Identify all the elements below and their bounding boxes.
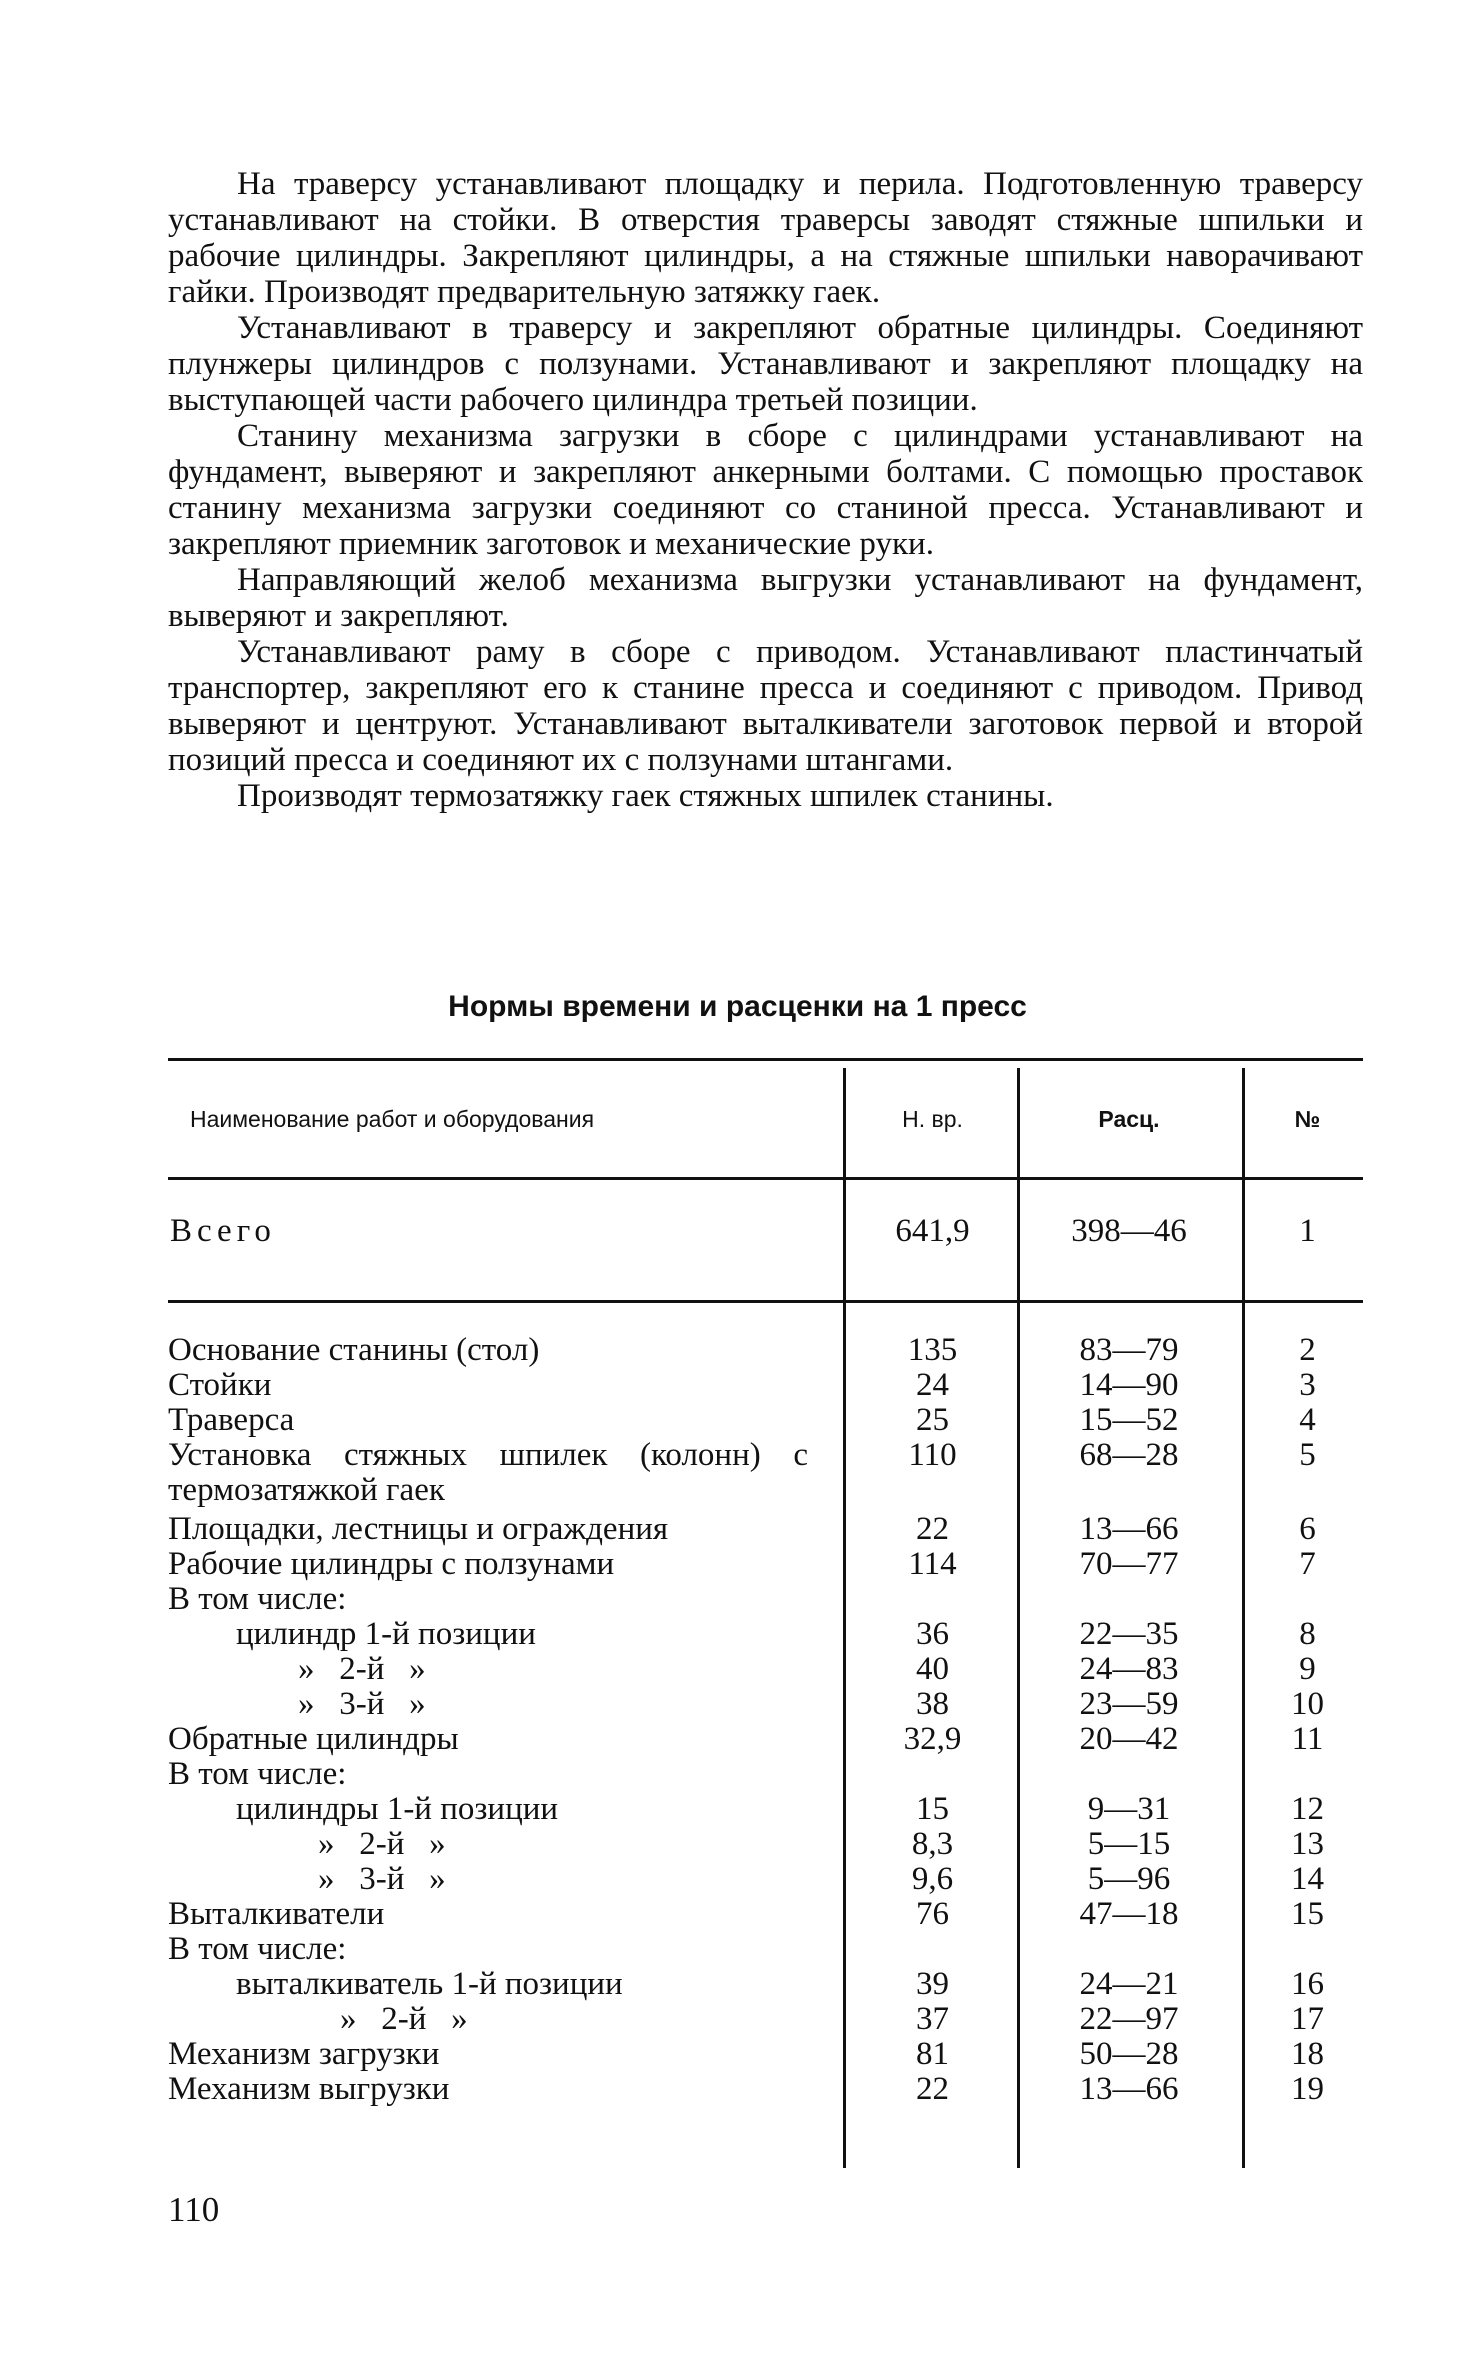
row-name: » 3-й » — [318, 1861, 446, 1897]
row-rate: 15—52 — [1079, 1402, 1179, 1438]
row-rate: 70—77 — [1079, 1546, 1179, 1582]
row-rate: 47—18 — [1079, 1896, 1179, 1932]
row-rate: 22—97 — [1079, 2001, 1179, 2037]
row-rate: 24—83 — [1079, 1651, 1179, 1687]
row-name: Стойки — [168, 1367, 272, 1403]
row-norm: 38 — [916, 1686, 949, 1722]
total-number: 1 — [1299, 1213, 1316, 1249]
row-norm: 110 — [908, 1437, 957, 1473]
row-norm: 114 — [908, 1546, 957, 1582]
row-number: 13 — [1291, 1826, 1324, 1862]
row-name: Механизм выгрузки — [168, 2071, 450, 2107]
row-norm: 9,6 — [911, 1861, 954, 1897]
row-rate: 50—28 — [1079, 2036, 1179, 2072]
row-rate: 68—28 — [1079, 1437, 1179, 1473]
row-number: 9 — [1299, 1651, 1316, 1687]
row-number: 2 — [1299, 1332, 1316, 1368]
row-norm: 81 — [916, 2036, 949, 2072]
row-rate: 5—96 — [1087, 1861, 1171, 1897]
paragraph: Направляющий желоб механизма выгрузки устанавливают на фундамент, выверяют и закрепляют. — [168, 562, 1363, 634]
row-norm: 22 — [916, 1511, 949, 1547]
row-name: » 2-й » — [318, 1826, 446, 1862]
row-number: 11 — [1291, 1721, 1324, 1757]
row-rate: 13—66 — [1079, 2071, 1179, 2107]
row-name: В том числе: — [168, 1931, 347, 1967]
row-name: Установка стяжных шпилек (колонн) с термозатяжкой гаек — [168, 1437, 808, 1508]
row-name: Траверса — [168, 1402, 295, 1438]
row-name: Площадки, лестницы и ограждения — [168, 1511, 669, 1547]
header-number: № — [1294, 1106, 1321, 1132]
paragraph: Станину механизма загрузки в сборе с цилиндрами устанавливают на фундамент, выверяют и закрепляют анкерными болтами. С помощью проставок станину механизма загрузки соединяют со станиной пресса. Устанавливают и закрепляют приемник заготовок и механические руки. — [168, 418, 1363, 562]
row-name: цилиндры 1-й позиции — [236, 1791, 559, 1827]
row-norm: 8,3 — [911, 1826, 954, 1862]
row-name: » 2-й » — [340, 2001, 468, 2037]
row-number: 6 — [1299, 1511, 1316, 1547]
row-number: 18 — [1291, 2036, 1324, 2072]
row-name: В том числе: — [168, 1756, 347, 1792]
row-rate: 13—66 — [1079, 1511, 1179, 1547]
paragraph: На траверсу устанавливают площадку и перила. Подготовленную траверсу устанавливают на стойки. В отверстия траверсы заводят стяжные шпильки и рабочие цилиндры. Закрепляют цилиндры, а на стяжные шпильки наворачивают гайки. Производят предварительную затяжку гаек. — [168, 166, 1363, 310]
table-top-rule — [168, 1058, 1363, 1061]
row-number: 7 — [1299, 1546, 1316, 1582]
row-number: 3 — [1299, 1367, 1316, 1403]
row-norm: 24 — [916, 1367, 949, 1403]
header-norm: Н. вр. — [902, 1106, 963, 1132]
row-norm: 76 — [916, 1896, 949, 1932]
row-norm: 25 — [916, 1402, 949, 1438]
total-norm: 641,9 — [895, 1213, 970, 1249]
row-rate: 83—79 — [1079, 1332, 1179, 1368]
paragraph: Производят термозатяжку гаек стяжных шпилек станины. — [237, 778, 1054, 814]
row-norm: 22 — [916, 2071, 949, 2107]
row-number: 16 — [1291, 1966, 1324, 2002]
row-number: 4 — [1299, 1402, 1316, 1438]
row-number: 12 — [1291, 1791, 1324, 1827]
table-caption: Нормы времени и расценки на 1 пресс — [448, 990, 1027, 1023]
row-name: Основание станины (стол) — [168, 1332, 540, 1368]
row-norm: 37 — [916, 2001, 949, 2037]
row-norm: 36 — [916, 1616, 949, 1652]
row-name: Выталкиватели — [168, 1896, 385, 1932]
row-rate: 9—31 — [1087, 1791, 1171, 1827]
row-number: 5 — [1299, 1437, 1316, 1473]
row-number: 14 — [1291, 1861, 1324, 1897]
row-name: цилиндр 1-й позиции — [236, 1616, 536, 1652]
row-norm: 32,9 — [903, 1721, 962, 1757]
total-rate: 398—46 — [1071, 1213, 1187, 1249]
row-number: 17 — [1291, 2001, 1324, 2037]
row-number: 10 — [1291, 1686, 1324, 1722]
header-name: Наименование работ и оборудования — [190, 1106, 595, 1132]
table-total-rule — [168, 1300, 1363, 1303]
row-norm: 15 — [916, 1791, 949, 1827]
page-number: 110 — [168, 2190, 220, 2229]
row-name: Обратные цилиндры — [168, 1721, 459, 1757]
row-norm: 135 — [907, 1332, 958, 1368]
table-header-rule — [168, 1177, 1363, 1180]
row-rate: 23—59 — [1079, 1686, 1179, 1722]
row-norm: 40 — [916, 1651, 949, 1687]
row-name: Рабочие цилиндры с ползунами — [168, 1546, 615, 1582]
row-number: 15 — [1291, 1896, 1324, 1932]
row-name: выталкиватель 1-й позиции — [236, 1966, 623, 2002]
row-rate: 20—42 — [1079, 1721, 1179, 1757]
row-rate: 24—21 — [1079, 1966, 1179, 2002]
row-name: » 2-й » — [298, 1651, 426, 1687]
row-name: В том числе: — [168, 1581, 347, 1617]
row-name: » 3-й » — [298, 1686, 426, 1722]
row-name: Механизм загрузки — [168, 2036, 440, 2072]
row-rate: 14—90 — [1079, 1367, 1179, 1403]
row-number: 19 — [1291, 2071, 1324, 2107]
row-rate: 5—15 — [1087, 1826, 1171, 1862]
row-number: 8 — [1299, 1616, 1316, 1652]
header-rate: Расц. — [1098, 1106, 1160, 1132]
paragraph: Устанавливают в траверсу и закрепляют обратные цилиндры. Соединяют плунжеры цилиндров с ползунами. Устанавливают и закрепляют площадку на выступающей части рабочего цилиндра третьей позиции. — [168, 310, 1363, 418]
paragraph: Устанавливают раму в сборе с приводом. Устанавливают пластинчатый транспортер, закрепляют его к станине пресса и соединяют с приводом. Привод выверяют и центруют. Устанавливают выталкиватели заготовок первой и второй позиций пресса и соединяют их с ползунами штангами. — [168, 634, 1363, 778]
row-norm: 39 — [916, 1966, 949, 2002]
total-label: Всего — [170, 1213, 276, 1249]
body-text — [168, 166, 1363, 814]
row-rate: 22—35 — [1079, 1616, 1179, 1652]
